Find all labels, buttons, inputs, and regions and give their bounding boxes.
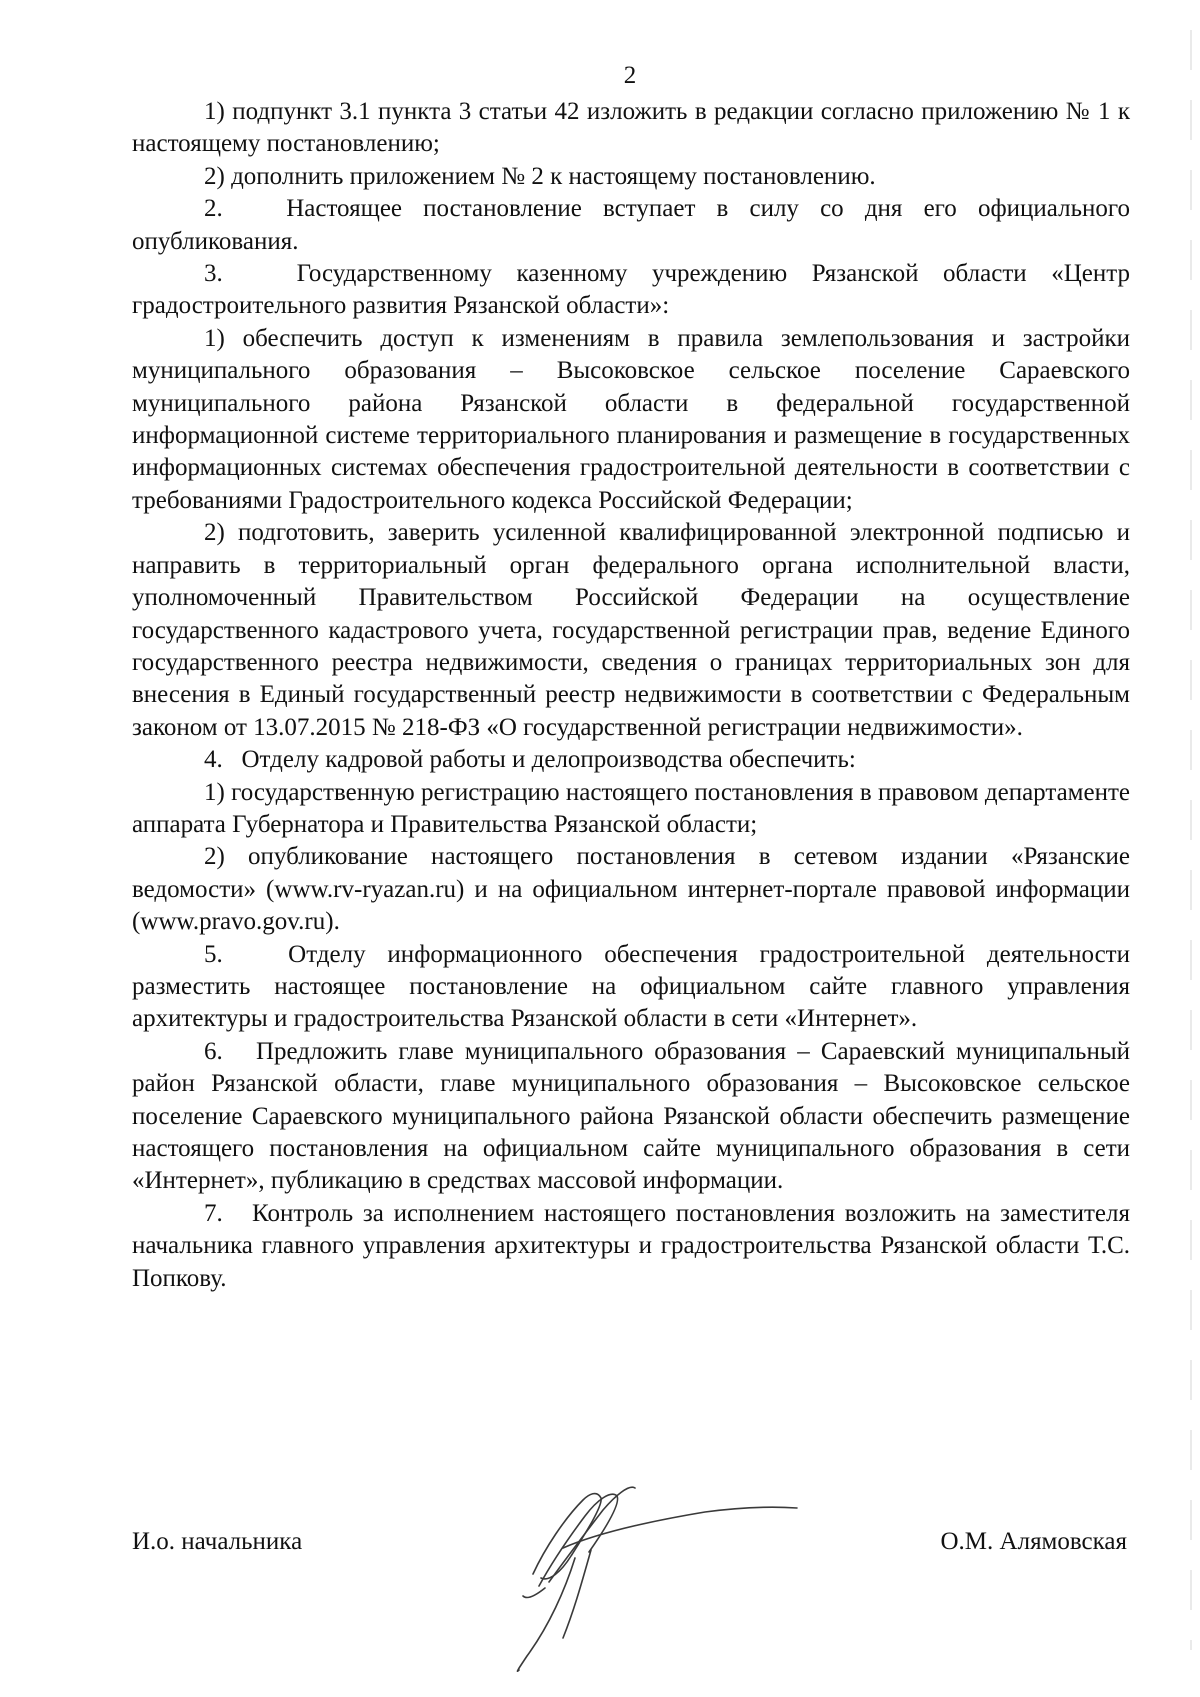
signatory-title: И.о. начальника: [132, 1528, 303, 1555]
paragraph: 2) опубликование настоящего постановления в сетевом издании «Рязанские ведомости» (www.rv-ryazan.ru) и на официальном интернет-портале правовой информации (www.pravo.gov.ru).: [132, 843, 1130, 936]
paragraph: 3. Государственному казенному учреждению Рязанской области «Центр градостроительного развития Рязанской области»:: [132, 260, 1130, 320]
handwritten-signature: [505, 1478, 805, 1678]
paragraph: 5. Отделу информационного обеспечения градостроительной деятельности разместить настоящее постановление на официальном сайте главного управления архитектуры и градостроительства Рязанской области в сети «Интернет».: [132, 940, 1130, 1033]
paragraph: 1) обеспечить доступ к изменениям в правила землепользования и застройки муниципального образования – Высоковское сельское поселение Сараевского муниципального района Рязанской области в федеральной государственной информационной системе территориального планирования и размещение в государственных информационных системах обеспечения градостроительной деятельности в соответствии с требованиями Градостроительного кодекса Российской Федерации;: [132, 324, 1130, 514]
paragraph: 4. Отделу кадровой работы и делопроизводства обеспечить:: [204, 746, 856, 774]
page-number: 2: [623, 62, 637, 89]
paragraph: 1) подпункт 3.1 пункта 3 статьи 42 изложить в редакции согласно приложению № 1 к настоящему постановлению;: [132, 98, 1130, 158]
signatory-name: О.М. Алямовская: [940, 1528, 1127, 1555]
paragraph: 7. Контроль за исполнением настоящего постановления возложить на заместителя начальника главного управления архитектуры и градостроительства Рязанской области Т.С. Попкову.: [132, 1199, 1130, 1292]
paragraph: 1) государственную регистрацию настоящего постановления в правовом департаменте аппарата Губернатора и Правительства Рязанской области;: [132, 778, 1130, 838]
paragraph: 2. Настоящее постановление вступает в силу со дня его официального опубликования.: [132, 195, 1130, 255]
document-body: [132, 96, 1130, 1295]
paragraph: 2) дополнить приложением № 2 к настоящему постановлению.: [204, 162, 876, 190]
paragraph: 2) подготовить, заверить усиленной квалифицированной электронной подписью и направить в территориальный орган федерального органа исполнительной власти, уполномоченный Правительством Российской Федерации на осуществление государственного кадастрового учета, государственной регистрации прав, ведение Единого государственного реестра недвижимости, сведения о границах территориальных зон для внесения в Единый государственный реестр недвижимости в соответствии с Федеральным законом от 13.07.2015 № 218-ФЗ «О государственной регистрации недвижимости».: [132, 519, 1130, 741]
scan-edge-line: [1190, 30, 1192, 1650]
paragraph: 6. Предложить главе муниципального образования – Сараевский муниципальный район Рязанской области, главе муниципального образования – Высоковское сельское поселение Сараевского муниципального района Рязанской области обеспечить размещение настоящего постановления на официальном сайте муниципального образования в сети «Интернет», публикацию в средствах массовой информации.: [132, 1037, 1130, 1195]
